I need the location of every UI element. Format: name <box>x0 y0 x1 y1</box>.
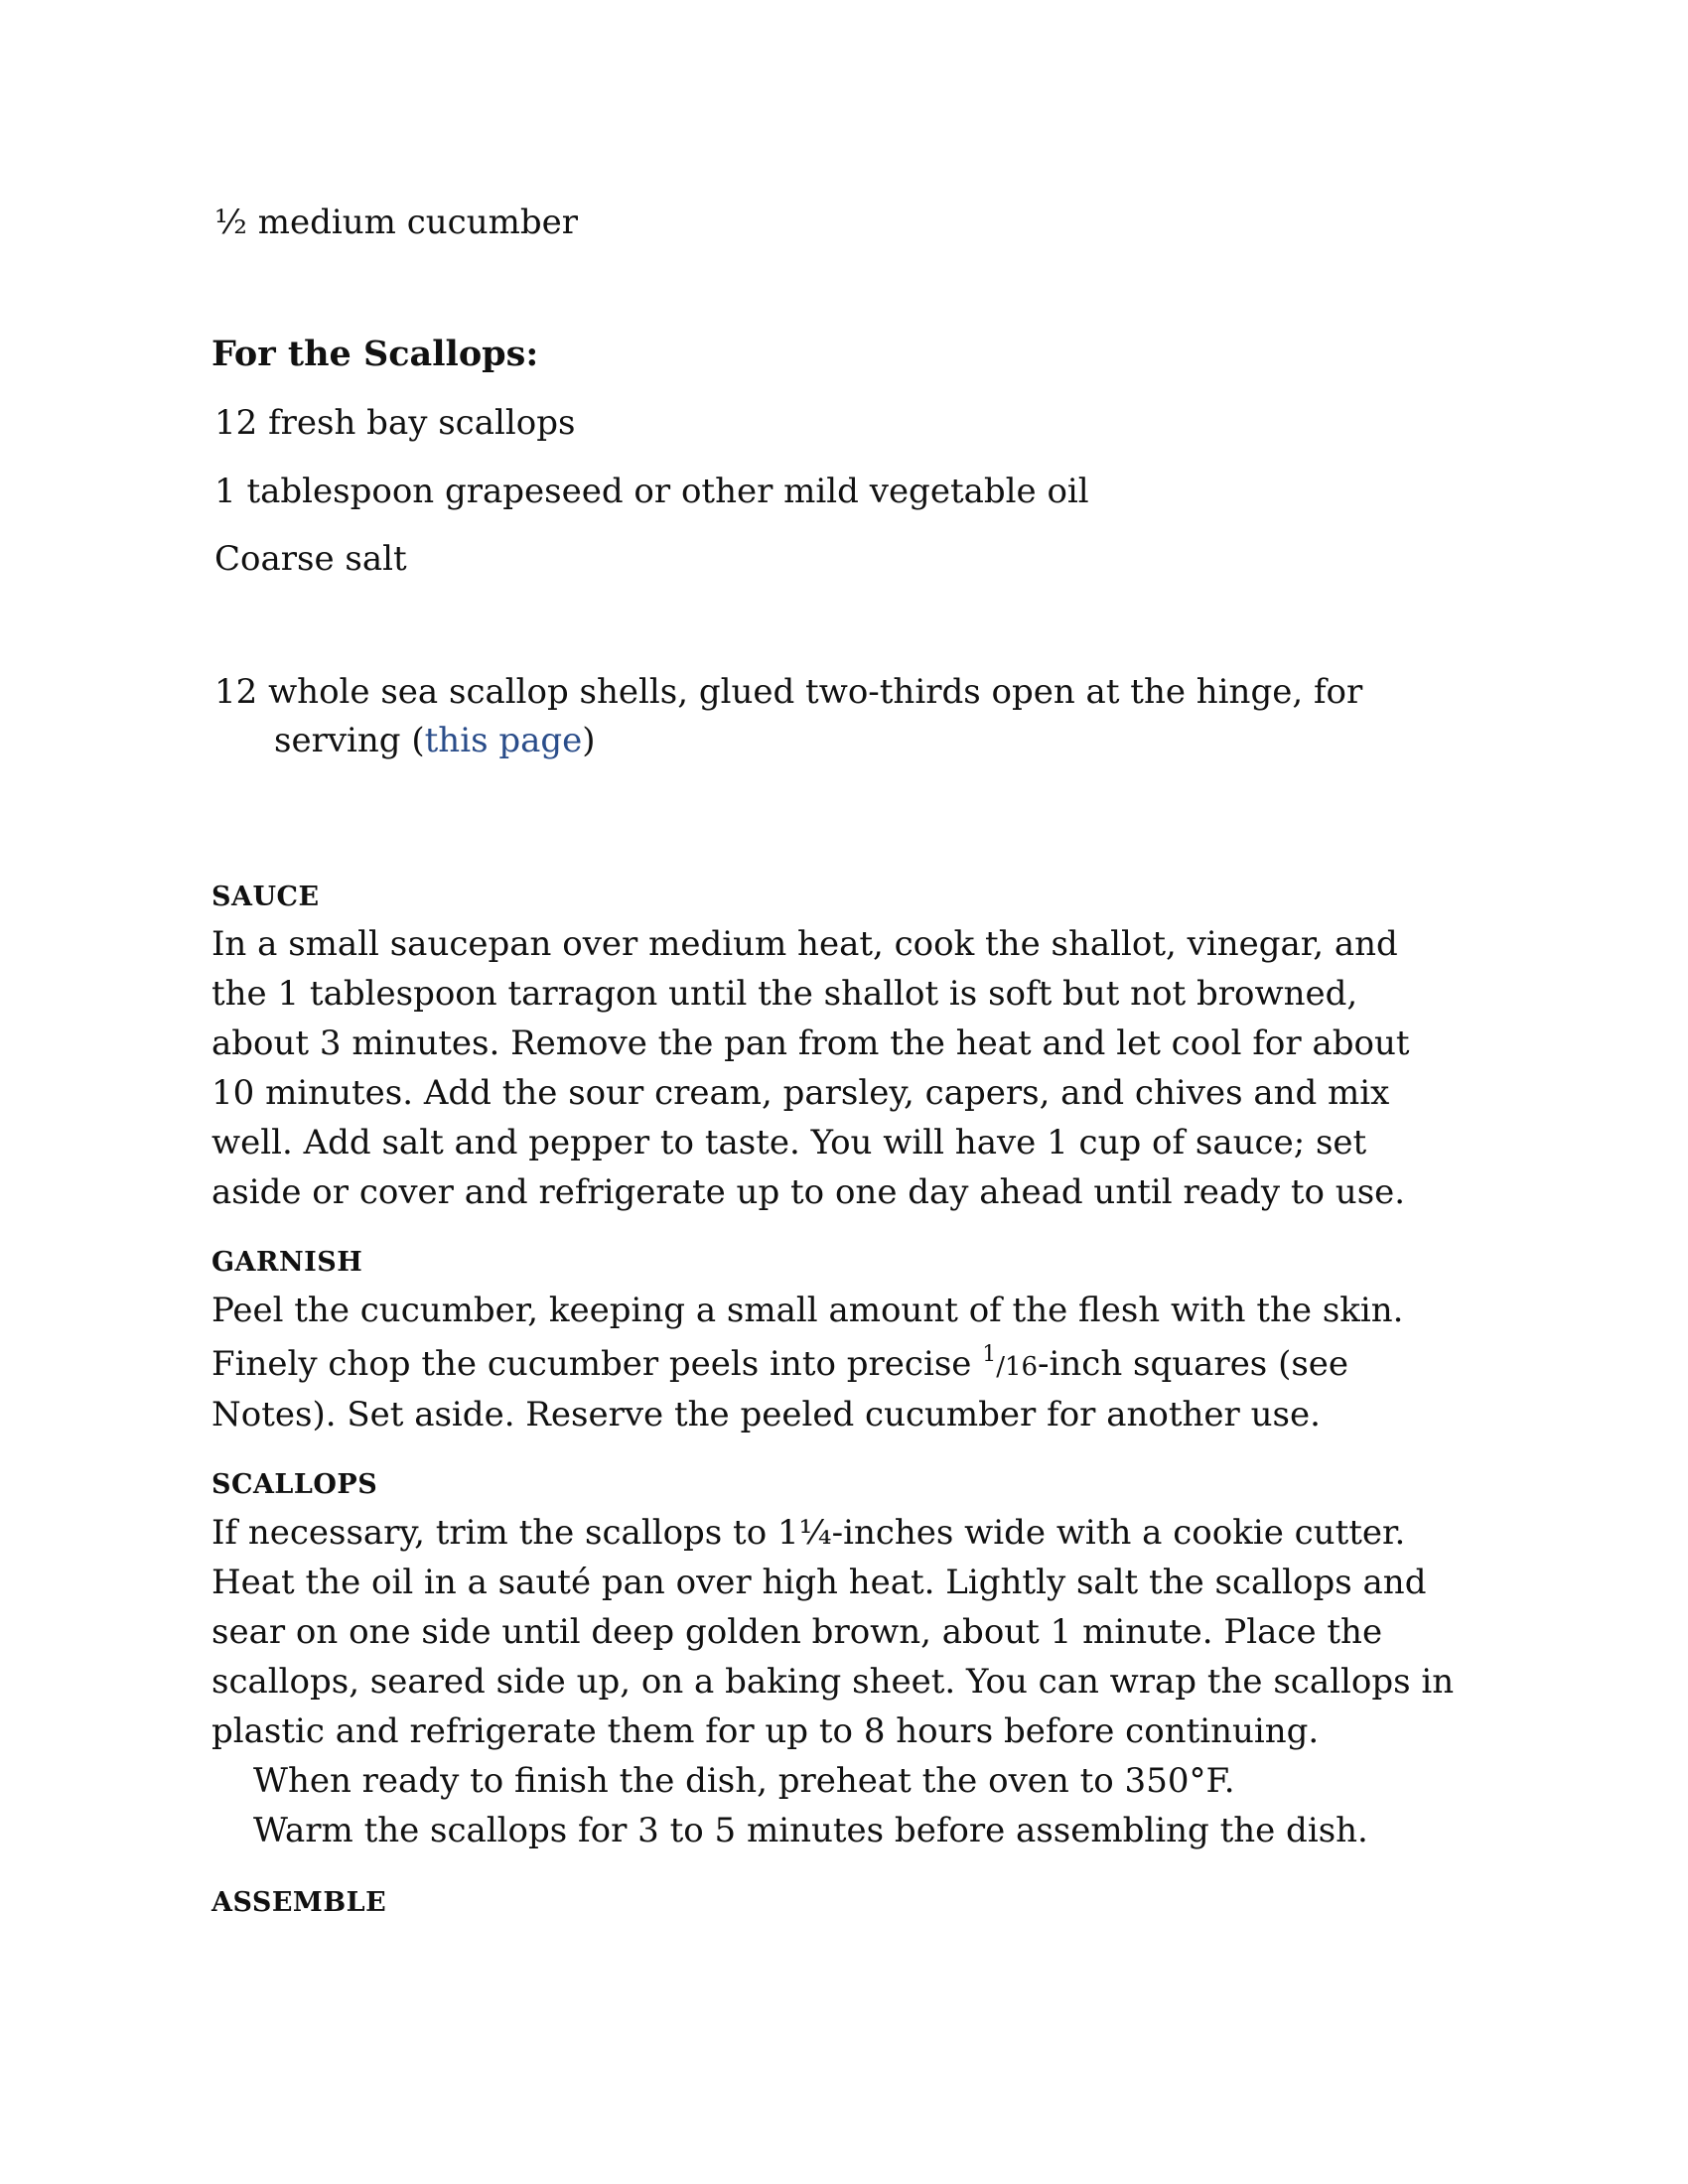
this-page-link[interactable]: this page <box>424 721 583 760</box>
section-heading-sauce: SAUCE <box>211 882 320 912</box>
sauce-line: aside or cover and refrigerate up to one day ahead until ready to use. <box>211 1172 1406 1212</box>
ingredient-cucumber: ½ medium cucumber <box>214 203 578 242</box>
garnish-line <box>211 1339 1348 1392</box>
scallops-indented-line: When ready to finish the dish, preheat the oven to 350°F. <box>253 1761 1235 1801</box>
ingredient-item: 12 fresh bay scallops <box>214 403 576 443</box>
section-heading-assemble: ASSEMBLE <box>211 1887 387 1918</box>
ingredient-item: 1 tablespoon grapeseed or other mild vegetable oil <box>214 472 1089 511</box>
sauce-line: the 1 tablespoon tarragon until the shallot is soft but not browned, <box>211 974 1358 1014</box>
ingredient-shells: 12 whole sea scallop shells, glued two-thirds open at the hinge, for <box>214 672 1363 712</box>
scallops-line: sear on one side until deep golden brown, about 1 minute. Place the <box>211 1612 1383 1652</box>
scallops-line: If necessary, trim the scallops to 1¼-inches wide with a cookie cutter. <box>211 1513 1406 1553</box>
garnish-text-pre: Finely chop the cucumber peels into precise <box>211 1344 983 1384</box>
section-heading-scallops: SCALLOPS <box>211 1469 378 1500</box>
sauce-line: In a small saucepan over medium heat, cook the shallot, vinegar, and <box>211 924 1398 964</box>
ingredient-shells-cont <box>274 716 596 765</box>
shells-text-pre: serving ( <box>274 721 425 760</box>
sauce-line: well. Add salt and pepper to taste. You will have 1 cup of sauce; set <box>211 1123 1367 1162</box>
scallops-line: Heat the oil in a sauté pan over high heat. Lightly salt the scallops and <box>211 1563 1427 1602</box>
scallops-indented-line: Warm the scallops for 3 to 5 minutes before assembling the dish. <box>253 1811 1368 1850</box>
fraction-numerator: 1 <box>982 1342 997 1367</box>
sauce-line: about 3 minutes. Remove the pan from the heat and let cool for about <box>211 1024 1410 1063</box>
scallops-line: plastic and refrigerate them for up to 8 hours before continuing. <box>211 1711 1320 1751</box>
fraction-denominator: /16 <box>996 1352 1039 1382</box>
ingredient-item: Coarse salt <box>214 539 407 579</box>
garnish-text-post: -inch squares (see <box>1038 1344 1349 1384</box>
garnish-line: Peel the cucumber, keeping a small amount of the flesh with the skin. <box>211 1291 1404 1330</box>
shells-text-post: ) <box>582 721 596 760</box>
scallops-line: scallops, seared side up, on a baking sheet. You can wrap the scallops in <box>211 1662 1455 1702</box>
sauce-line: 10 minutes. Add the sour cream, parsley, capers, and chives and mix <box>211 1073 1390 1113</box>
section-heading-garnish: GARNISH <box>211 1247 363 1278</box>
garnish-line: Notes). Set aside. Reserve the peeled cucumber for another use. <box>211 1395 1321 1434</box>
scallops-ingredients-heading: For the Scallops: <box>211 334 539 374</box>
